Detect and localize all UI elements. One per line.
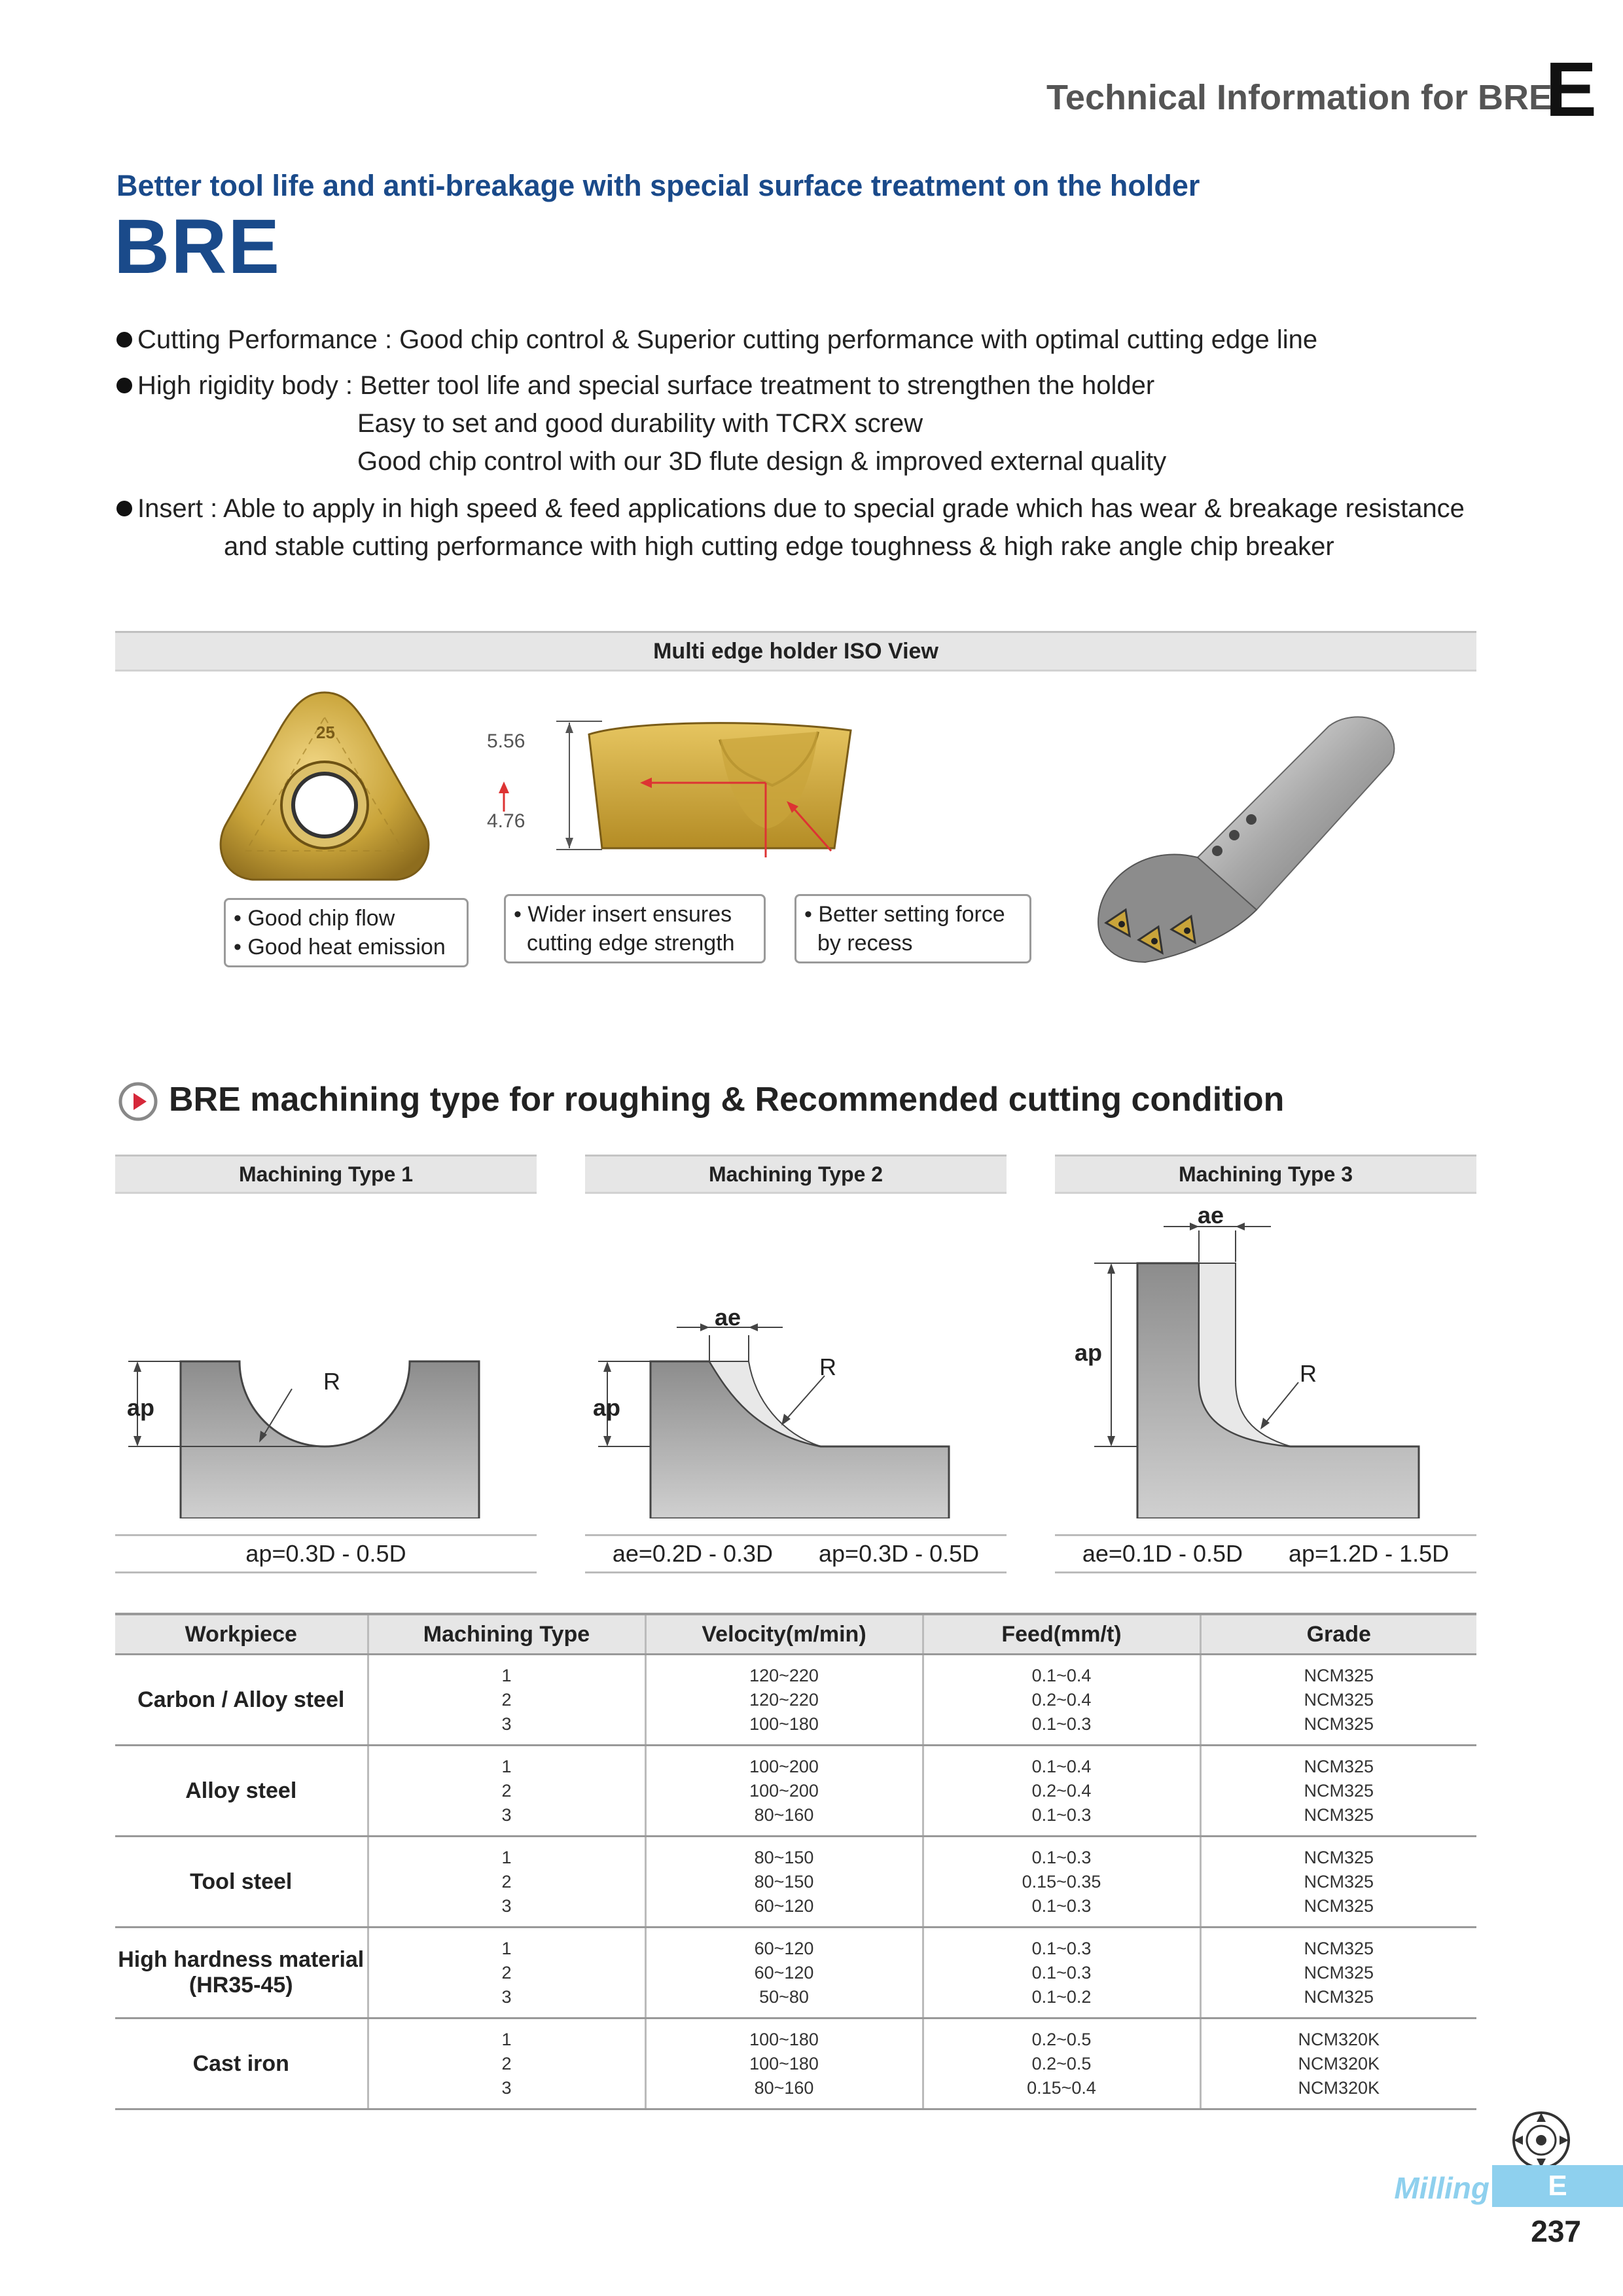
workpiece-cell: Tool steel xyxy=(115,1837,368,1928)
machining-type-3-label: Machining Type 3 xyxy=(1055,1155,1476,1194)
bullet-icon xyxy=(116,378,132,393)
type2-ap-label: ap xyxy=(593,1394,621,1421)
feature-rigidity: High rigidity body : Better tool life and special surface treatment to strengthen the holder xyxy=(116,367,1154,404)
table-header-row xyxy=(115,1614,1476,1655)
footer-section-name: Milling xyxy=(1394,2171,1489,2205)
type3-ae-label: ae xyxy=(1198,1202,1224,1229)
grade-cell: NCM325 NCM325 NCM325 xyxy=(1200,1837,1476,1928)
grade-cell: NCM325 NCM325 NCM325 xyxy=(1200,1746,1476,1837)
grade-cell: NCM320K NCM320K NCM320K xyxy=(1200,2018,1476,2109)
page-subtitle: Better tool life and anti-breakage with special surface treatment on the holder xyxy=(116,169,1200,202)
type2-ae-label: ae xyxy=(715,1304,741,1331)
header-feed: Feed(mm/t) xyxy=(923,1614,1200,1655)
type-cell: 1 2 3 xyxy=(368,2018,645,2109)
iso-view-band: Multi edge holder ISO View xyxy=(115,631,1476,672)
type3-r-label: R xyxy=(1300,1360,1317,1387)
velocity-cell: 100~200 100~200 80~160 xyxy=(645,1746,923,1837)
feed-cell: 0.1~0.4 0.2~0.4 0.1~0.3 xyxy=(923,1655,1200,1746)
grade-cell: NCM325 NCM325 NCM325 xyxy=(1200,1655,1476,1746)
product-brand-title: BRE xyxy=(114,204,281,290)
machining-type-1-label: Machining Type 1 xyxy=(115,1155,537,1194)
header-velocity: Velocity(m/min) xyxy=(645,1614,923,1655)
header-section-letter: E xyxy=(1545,46,1597,133)
type-cell: 1 2 3 xyxy=(368,1746,645,1837)
workpiece-cell: Alloy steel xyxy=(115,1746,368,1837)
table-row xyxy=(115,1655,1476,1746)
type-cell: 1 2 3 xyxy=(368,1928,645,2018)
play-circle-icon xyxy=(118,1081,158,1122)
header-grade: Grade xyxy=(1200,1614,1476,1655)
machining-type-3-formula: ae=0.1D - 0.5D ap=1.2D - 1.5D xyxy=(1055,1534,1476,1573)
milling-cutter-icon xyxy=(1505,2108,1577,2173)
insert-top-view-image xyxy=(207,681,442,897)
velocity-cell: 60~120 60~120 50~80 xyxy=(645,1928,923,2018)
velocity-cell: 100~180 100~180 80~160 xyxy=(645,2018,923,2109)
header-title: Technical Information for BRE xyxy=(1046,78,1552,117)
type-cell: 1 2 3 xyxy=(368,1837,645,1928)
machining-type-1-formula: ap=0.3D - 0.5D xyxy=(115,1534,537,1573)
feed-cell: 0.2~0.5 0.2~0.5 0.15~0.4 xyxy=(923,2018,1200,2109)
cutting-condition-table xyxy=(115,1613,1476,2110)
velocity-cell: 80~150 80~150 60~120 xyxy=(645,1837,923,1928)
type-cell: 1 2 3 xyxy=(368,1655,645,1746)
page-number: 237 xyxy=(1531,2214,1581,2248)
callout-chip-flow: • Good chip flow • Good heat emission xyxy=(224,898,469,967)
workpiece-cell: Cast iron xyxy=(115,2018,368,2109)
table-row xyxy=(115,2018,1476,2109)
dimension-bottom: 4.76 xyxy=(487,810,526,832)
feed-cell: 0.1~0.3 0.15~0.35 0.1~0.3 xyxy=(923,1837,1200,1928)
callout-wider-insert: • Wider insert ensures cutting edge strength xyxy=(504,894,766,963)
machining-type-1-diagram xyxy=(115,1204,537,1518)
table-row xyxy=(115,1928,1476,2018)
insert-side-view-image xyxy=(484,713,982,857)
feature-insert: Insert : Able to apply in high speed & feed applications due to special grade which has wear & breakage resistance xyxy=(116,490,1465,528)
header-workpiece: Workpiece xyxy=(115,1614,368,1655)
type1-r-label: R xyxy=(323,1368,340,1395)
type3-ap-label: ap xyxy=(1075,1339,1103,1366)
callout-setting-force: • Better setting force by recess xyxy=(794,894,1031,963)
machining-type-3-diagram xyxy=(1055,1204,1476,1518)
dimension-top: 5.56 xyxy=(487,730,526,752)
feed-cell: 0.1~0.4 0.2~0.4 0.1~0.3 xyxy=(923,1746,1200,1837)
workpiece-cell: High hardness material (HR35-45) xyxy=(115,1928,368,2018)
type1-ap-label: ap xyxy=(127,1394,155,1421)
velocity-cell: 120~220 120~220 100~180 xyxy=(645,1655,923,1746)
feature-cutting-performance: Cutting Performance : Good chip control & Superior cutting performance with optimal cutting edge line xyxy=(116,321,1317,359)
machining-type-2-diagram xyxy=(585,1204,1007,1518)
table-row xyxy=(115,1746,1476,1837)
grade-cell: NCM325 NCM325 NCM325 xyxy=(1200,1928,1476,2018)
bullet-icon xyxy=(116,332,132,348)
header-machining-type: Machining Type xyxy=(368,1614,645,1655)
bullet-icon xyxy=(116,501,132,516)
section-title: BRE machining type for roughing & Recommended cutting condition xyxy=(169,1081,1285,1119)
machining-type-2-formula: ae=0.2D - 0.3D ap=0.3D - 0.5D xyxy=(585,1534,1007,1573)
feed-cell: 0.1~0.3 0.1~0.3 0.1~0.2 xyxy=(923,1928,1200,2018)
insert-mark: 25 xyxy=(316,723,335,742)
footer-section-letter: E xyxy=(1492,2165,1623,2207)
feature-rigidity-line2: Easy to set and good durability with TCRX screw xyxy=(357,409,923,438)
feature-rigidity-line3: Good chip control with our 3D flute design & improved external quality xyxy=(357,447,1167,476)
workpiece-cell: Carbon / Alloy steel xyxy=(115,1655,368,1746)
milling-holder-image xyxy=(1067,713,1407,969)
type2-r-label: R xyxy=(819,1354,836,1380)
machining-type-2-label: Machining Type 2 xyxy=(585,1155,1007,1194)
table-row xyxy=(115,1837,1476,1928)
feature-insert-line2: and stable cutting performance with high cutting edge toughness & high rake angle chip breaker xyxy=(224,532,1334,561)
